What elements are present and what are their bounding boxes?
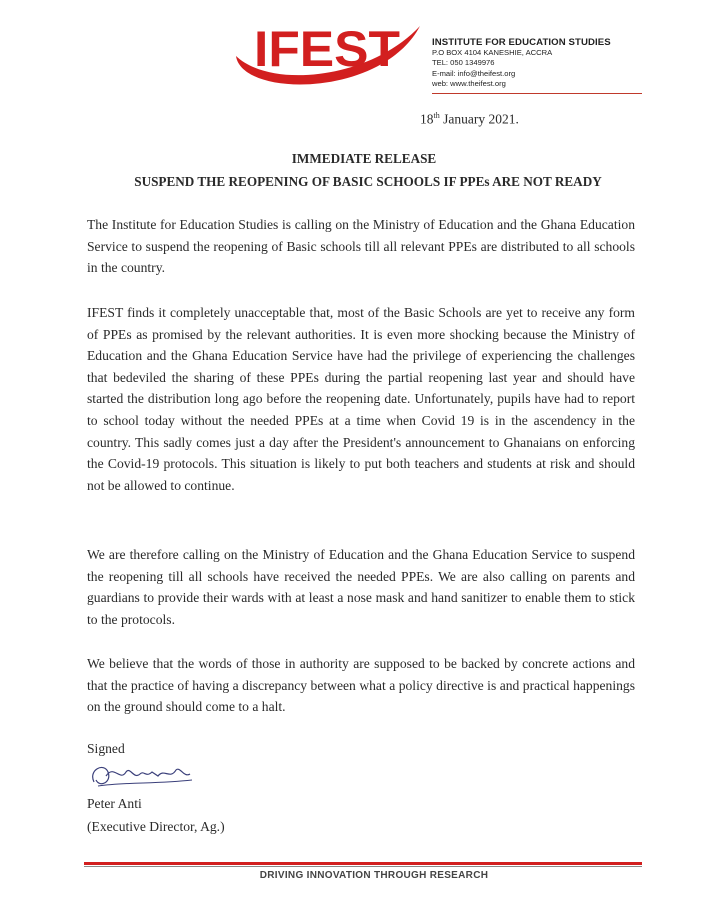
org-address: P.O BOX 4104 KANESHIE, ACCRA [432,48,553,57]
release-heading: IMMEDIATE RELEASE [291,151,437,166]
ifest-logo [232,6,422,96]
header-rule [432,93,642,94]
signed-label: Signed [87,741,125,756]
release-title: SUSPEND THE REOPENING OF BASIC SCHOOLS IF PPEs ARE NOT READY [134,174,602,189]
paragraph-2: IFEST finds it completely unacceptable that, most of the Basic Schools are yet to receive any form of PPEs as promised by the relevant authorities. It is even more shocking because the Ministry of Education and the Ghana Education Service have had the privilege of experiencing the challenges that bedeviled the sharing of these PPEs during the partial reopening last year and should have started the distribution long ago before the reopening date. Unfortunately, pupils have had to report to school today without the needed PPEs at a time when Covid 19 is in the ascendency in the country. This sadly comes just a day after the President's announcement to Ghanaians on enforcing the Covid-19 protocols. This situation is likely to put both teachers and students at risk and should not be allowed to continue. [87,305,635,493]
logo-text: IFEST [254,21,400,77]
org-details [432,37,654,90]
org-web: web: www.theifest.org [432,79,506,89]
date-rest: January 2021. [443,111,519,127]
date-day: 18 [420,111,434,127]
footer-motto: DRIVING INNOVATION THROUGH RESEARCH [259,870,489,881]
org-email: E-mail: info@theifest.org [432,68,516,78]
org-tel: TEL: 050 1349976 [432,58,495,68]
paragraph-1: The Institute for Education Studies is calling on the Ministry of Education and the Ghana Education Service to suspend the reopening of Basic schools till all relevant PPEs are distributed to all schools in the country. [87,217,635,276]
date-suffix: th [433,111,440,120]
paragraph-4: We believe that the words of those in authority are supposed to be backed by concrete actions and that the practice of having a discrepancy between what a policy directive is and practical happenings on the ground should come to a halt. [87,656,635,715]
handwritten-signature [86,760,198,794]
org-name: INSTITUTE FOR EDUCATION STUDIES [432,37,611,48]
footer-red-bar [84,862,642,865]
signer-title: (Executive Director, Ag.) [87,819,225,834]
paragraph-3: We are therefore calling on the Ministry of Education and the Ghana Education Service to suspend the reopening till all schools have received the needed PPEs. We are also calling on parents and guardians to provide their wards with at least a nose mask and hand sanitizer to enable them to stick to the protocols. [87,547,635,627]
signer-name: Peter Anti [87,796,142,811]
release-date [420,111,519,128]
footer-rule [84,866,642,867]
